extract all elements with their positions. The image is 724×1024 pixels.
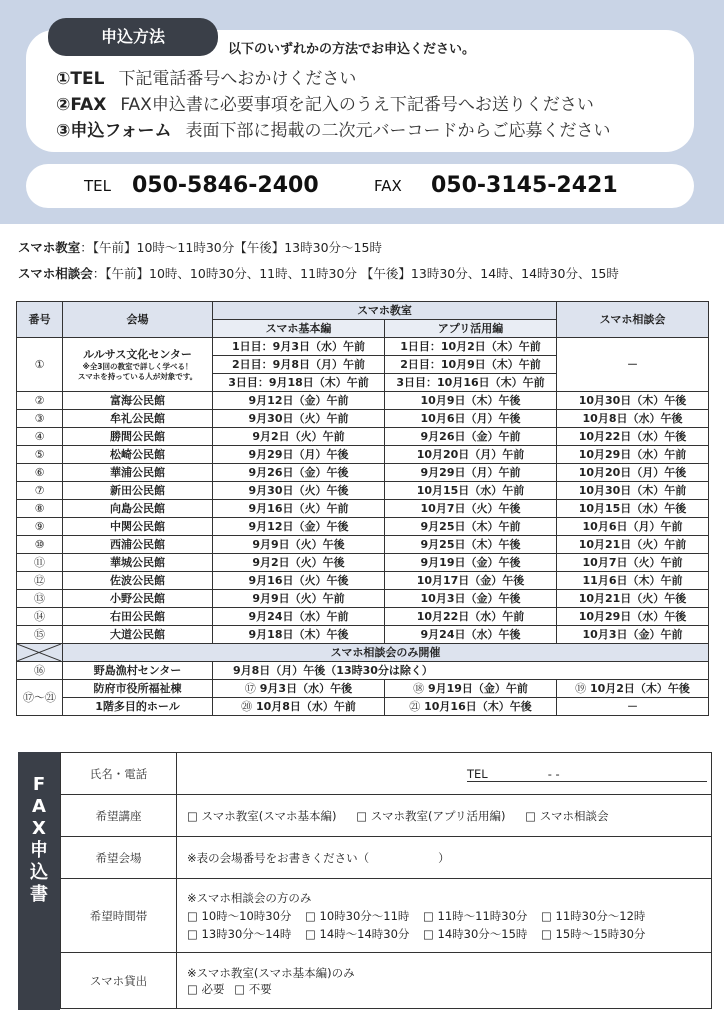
row-venue: 中関公民館 [63,518,213,536]
row-venue: 野島漁村センター [63,662,213,680]
table-row [17,500,709,518]
app-day1: 1日目：10月2日（木）午前 [385,338,557,356]
basic-date: 9月30日（火）午前 [213,410,385,428]
loan-note: ※スマホ教室(スマホ基本編)のみ [187,965,355,980]
header-app: アプリ活用編 [385,320,557,338]
row-venue: 富海公民館 [63,392,213,410]
table-row [17,464,709,482]
app-date: 10月17日（金）午後 [385,572,557,590]
row-no: ⑥ [17,464,63,482]
row-no: ⑫ [17,572,63,590]
consult-date: 10月29日（水）午前 [557,446,709,464]
course-basic-checkbox[interactable]: □ スマホ教室(スマホ基本編) [187,808,337,823]
table-row [17,608,709,626]
row-venue: 華城公民館 [63,554,213,572]
basic-day1: 1日目：9月3日（水）午前 [213,338,385,356]
hofu-slot: ⑲ 10月2日（木）午後 [557,680,709,698]
row-no: ⑦ [17,482,63,500]
hofu-slot: ⑳ 10月8日（水）午前 [213,698,385,716]
consult-date: 10月8日（水）午後 [557,410,709,428]
loan-options [177,953,712,1009]
row-no: ⑰～㉑ [17,680,63,716]
row-venue: ルルサス文化センター ※全3回の教室で詳しく学べる！ スマホを持っている人が対象です。 [63,338,213,392]
table-row [17,482,709,500]
app-date: 9月26日（金）午前 [385,428,557,446]
app-day3: 3日目：10月16日（木）午前 [385,374,557,392]
header-venue: 会場 [63,302,213,338]
consult-date: 10月21日（火）午前 [557,536,709,554]
app-date: 10月9日（木）午後 [385,392,557,410]
basic-date: 9月26日（金）午後 [213,464,385,482]
tel-label: TEL [84,177,111,195]
table-row [17,428,709,446]
time-checkbox[interactable]: □ 14時30分～15時 [423,926,528,941]
application-method-section [0,0,724,224]
app-day2: 2日目：10月9日（木）午前 [385,356,557,374]
fax-number: 050-3145-2421 [431,173,618,198]
row-venue: 新田公民館 [63,482,213,500]
app-date: 10月3日（金）午後 [385,590,557,608]
basic-date: 9月9日（火）午前 [213,590,385,608]
fax-label: FAX [374,177,402,195]
row-no: ⑮ [17,626,63,644]
row-venue: 西浦公民館 [63,536,213,554]
basic-day2: 2日目：9月8日（月）午前 [213,356,385,374]
method-tel-line: ①TEL 下記電話番号へおかけください [56,69,357,89]
table-row [17,590,709,608]
header-class: スマホ教室 [213,302,557,320]
course-consult-checkbox[interactable]: □ スマホ相談会 [525,808,609,823]
loan-need-checkbox[interactable]: □ 必要 [187,981,225,996]
course-options [177,795,712,837]
row-venue: 華浦公民館 [63,464,213,482]
time-checkbox[interactable]: □ 10時～10時30分 [187,908,292,923]
time-checkbox[interactable]: □ 11時～11時30分 [423,908,528,923]
time-checkbox[interactable]: □ 14時～14時30分 [305,926,410,941]
app-date: 10月20日（月）午前 [385,446,557,464]
venue-field[interactable]: ※表の会場番号をお書きください（ ） [177,837,712,879]
app-date: 9月19日（金）午後 [385,554,557,572]
schedule-table [16,301,709,716]
consult-date: 10月15日（水）午後 [557,500,709,518]
consult-dash: － [557,338,709,392]
banner-cross-cell [17,644,63,662]
row-venue: 1階多目的ホール [63,698,213,716]
consult-date: 10月30日（木）午前 [557,482,709,500]
row-venue: 右田公民館 [63,608,213,626]
row-venue: 牟礼公民館 [63,410,213,428]
header-basic: スマホ基本編 [213,320,385,338]
header-consult: スマホ相談会 [557,302,709,338]
time-label: 希望時間帯 [61,879,177,953]
table-row [17,554,709,572]
row-no: ③ [17,410,63,428]
consult-date: 10月7日（火）午前 [557,554,709,572]
consult-date: 10月22日（水）午後 [557,428,709,446]
schedule-consult: スマホ相談会：【午前】10時、10時30分、11時、11時30分 【午後】13時30分、14時、14時30分、15時 [18,266,619,281]
consult-date: 10月20日（月）午後 [557,464,709,482]
hofu-slot: ⑱ 9月19日（金）午前 [385,680,557,698]
table-row [17,572,709,590]
consult-date: 10月21日（火）午後 [557,590,709,608]
header-no: 番号 [17,302,63,338]
basic-date: 9月12日（金）午後 [213,518,385,536]
consult-date: 11月6日（木）午前 [557,572,709,590]
hofu-dash: － [557,698,709,716]
basic-date: 9月30日（火）午後 [213,482,385,500]
basic-day3: 3日目：9月18日（木）午前 [213,374,385,392]
basic-date: 9月24日（水）午前 [213,608,385,626]
time-options [177,879,712,953]
method-form-line: ③申込フォーム 表面下部に掲載の二次元バーコードからご応募ください [56,121,611,141]
course-label: 希望講座 [61,795,177,837]
row-no: ⑤ [17,446,63,464]
table-row [17,536,709,554]
nojima-date: 9月8日（月）午後（13時30分は除く） [213,662,709,680]
time-checkbox[interactable]: □ 11時30分～12時 [541,908,646,923]
method-fax-line: ②FAX FAX申込書に必要事項を記入のうえ下記番号へお送りください [56,95,594,115]
row-venue: 小野公民館 [63,590,213,608]
basic-date: 9月29日（月）午後 [213,446,385,464]
app-date: 10月7日（火）午後 [385,500,557,518]
basic-date: 9月18日（木）午後 [213,626,385,644]
table-row [17,626,709,644]
row-no: ⑯ [17,662,63,680]
basic-date: 9月16日（火）午後 [213,572,385,590]
course-app-checkbox[interactable]: □ スマホ教室(アプリ活用編) [356,808,506,823]
consult-date: 10月30日（木）午後 [557,392,709,410]
name-phone-field[interactable] [177,753,712,795]
row-no: ④ [17,428,63,446]
venue-label: 希望会場 [61,837,177,879]
row-no: ⑩ [17,536,63,554]
time-checkbox[interactable]: □ 15時～15時30分 [541,926,646,941]
row-venue: 勝間公民館 [63,428,213,446]
table-row [17,446,709,464]
banner-consult-only: スマホ相談会のみ開催 [63,644,709,662]
row-no: ⑧ [17,500,63,518]
app-date: 10月6日（月）午後 [385,410,557,428]
row-no: ⑬ [17,590,63,608]
app-date: 9月29日（月）午前 [385,464,557,482]
row-no: ② [17,392,63,410]
consult-date: 10月6日（月）午前 [557,518,709,536]
table-row [17,518,709,536]
fax-form-table [60,752,712,1009]
basic-date: 9月16日（火）午前 [213,500,385,518]
method-tab: 申込方法 [48,18,218,56]
consult-date: 10月29日（水）午後 [557,608,709,626]
row-venue: 佐波公民館 [63,572,213,590]
row-venue: 松崎公民館 [63,446,213,464]
basic-date: 9月9日（火）午後 [213,536,385,554]
row-venue: 向島公民館 [63,500,213,518]
time-checkbox[interactable]: □ 13時30分～14時 [187,926,292,941]
table-row [17,410,709,428]
app-date: 9月24日（水）午後 [385,626,557,644]
time-note: ※スマホ相談会の方のみ [187,890,312,905]
contact-box [26,164,694,208]
app-date: 9月25日（木）午後 [385,536,557,554]
table-row [17,392,709,410]
row-no: ⑨ [17,518,63,536]
cross-mark [17,644,61,661]
tel-number[interactable]: 050-5846-2400 [132,173,319,198]
row-no: ⑭ [17,608,63,626]
row-no: ① [17,338,63,392]
hofu-slot: ㉑ 10月16日（木）午後 [385,698,557,716]
row-venue: 大道公民館 [63,626,213,644]
row-venue: 防府市役所福祉棟 [63,680,213,698]
hofu-slot: ⑰ 9月3日（水）午後 [213,680,385,698]
basic-date: 9月2日（火）午後 [213,554,385,572]
method-intro: 以下のいずれかの方法でお申込ください。 [228,42,476,57]
app-date: 9月25日（木）午前 [385,518,557,536]
loan-label: スマホ貸出 [61,953,177,1009]
time-checkbox[interactable]: □ 10時30分～11時 [305,908,410,923]
schedule-class: スマホ教室：【午前】10時～11時30分【午後】13時30分～15時 [18,240,382,255]
consult-date: 10月3日（金）午前 [557,626,709,644]
tel-field[interactable]: TEL - - [467,767,707,782]
row-no: ⑪ [17,554,63,572]
basic-date: 9月12日（金）午前 [213,392,385,410]
name-label: 氏名・電話 [61,753,177,795]
app-date: 10月22日（水）午前 [385,608,557,626]
fax-form-title: F A X 申 込 書 [18,752,60,1010]
loan-noneed-checkbox[interactable]: □ 不要 [234,981,272,996]
basic-date: 9月2日（火）午前 [213,428,385,446]
app-date: 10月15日（水）午前 [385,482,557,500]
